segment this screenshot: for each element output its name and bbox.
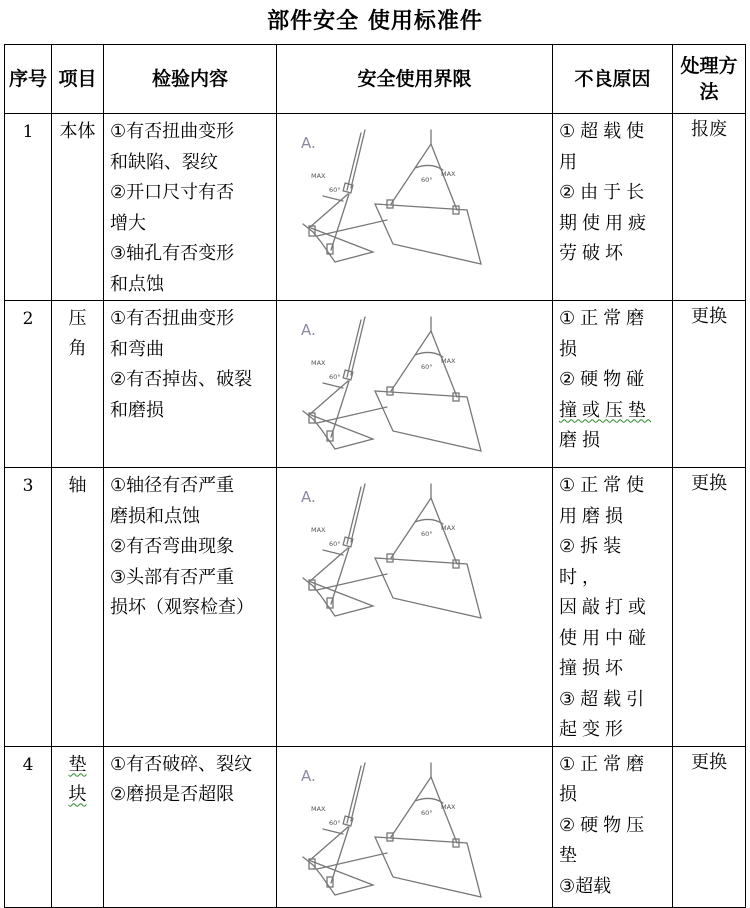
left-angle-label: 60°: [329, 186, 341, 194]
row-content: [104, 468, 277, 747]
row-seq: 4: [5, 746, 52, 907]
left-angle-label: 60°: [329, 373, 341, 381]
header-method: 处理方法: [673, 45, 746, 114]
left-hoist-rope-edge: [347, 133, 361, 190]
left-max-label: MAX: [311, 172, 326, 180]
content-line: ①有否扭曲变形: [110, 308, 235, 329]
left-sling-a: [309, 381, 348, 415]
safety-limit-diagram-cell: [277, 114, 553, 301]
right-angle-arc: [415, 165, 443, 170]
diagram-letter-label: A.: [301, 134, 316, 152]
content-line: ①有否破碎、裂纹: [110, 753, 253, 775]
left-angle-label: 60°: [329, 818, 341, 827]
content-line: ②磨损是否超限: [110, 784, 235, 805]
row-content: [104, 301, 277, 468]
table-row: [5, 746, 746, 907]
row-cause: [553, 114, 673, 301]
content-line: 和缺陷、裂纹: [110, 151, 218, 173]
left-hoist-rope: [351, 130, 365, 188]
row-method: 更换: [673, 301, 746, 468]
cause-line: ②由于长: [559, 182, 650, 203]
content-line: ②有否弯曲现象: [110, 536, 235, 557]
left-angle-arc: [323, 196, 343, 201]
right-sling-left: [391, 777, 431, 837]
safety-limit-diagram-cell: [277, 301, 553, 468]
cause-line: 用: [559, 151, 582, 173]
diagram-svg: [287, 478, 563, 628]
item-char: 压: [68, 308, 87, 329]
diagram-strokes: [303, 484, 481, 618]
left-max-label: MAX: [311, 526, 326, 534]
row-cause: [553, 746, 673, 907]
row-seq: 1: [5, 114, 52, 301]
left-hoist-rope: [351, 484, 365, 542]
header-item: 项目: [52, 45, 104, 114]
right-angle-arc: [415, 798, 443, 803]
right-steel-plate: [375, 204, 481, 264]
right-angle-arc: [415, 352, 443, 357]
cause-line: ③超载: [559, 875, 612, 897]
table-row: [5, 301, 746, 468]
safety-limit-diagram-cell: [277, 746, 553, 907]
diagram-strokes: [303, 763, 481, 897]
cause-line: ①正常使: [559, 475, 650, 496]
content-line: ③头部有否严重: [110, 566, 235, 588]
table-header-row: [5, 45, 746, 114]
content-line: 磨损和点蚀: [110, 505, 200, 527]
right-angle-label: 60°: [421, 363, 433, 371]
row-item: 本体: [52, 114, 104, 301]
cause-line: ②硬物碰: [559, 369, 650, 390]
right-angle-label: 60°: [421, 176, 433, 184]
table-row: [5, 468, 746, 747]
cause-line: ①超载使: [559, 121, 650, 142]
left-hoist-rope-edge: [347, 766, 361, 823]
left-max-label: MAX: [311, 359, 326, 367]
right-steel-plate: [375, 837, 481, 897]
left-angle-label: 60°: [329, 540, 341, 548]
content-line: ③轴孔有否变形: [110, 243, 235, 264]
header-seq: 序号: [5, 45, 52, 114]
left-angle-arc: [323, 550, 343, 555]
cause-line: 损: [559, 338, 582, 360]
header-limit: 安全使用界限: [277, 45, 553, 114]
right-max-label: MAX: [441, 357, 456, 365]
right-max-label: MAX: [441, 170, 456, 178]
left-sling-a: [309, 194, 348, 228]
left-max-label: MAX: [311, 804, 326, 813]
right-angle-arc: [415, 519, 443, 524]
row-content: [104, 746, 277, 907]
content-line: 和点蚀: [110, 273, 164, 295]
row-cause: [553, 468, 673, 747]
right-max-label: MAX: [441, 802, 456, 811]
item-char: 垫: [68, 753, 87, 775]
right-steel-plate: [375, 558, 481, 618]
left-clamp-arm: [317, 220, 387, 236]
cause-line: 垫: [559, 845, 582, 866]
cause-line: 使用中碰: [559, 627, 651, 649]
right-sling-left: [391, 331, 431, 391]
right-angle-label: 60°: [421, 808, 433, 817]
cause-line: 用磨损: [559, 505, 628, 527]
diagram-svg: [287, 124, 563, 274]
diagram-svg: [287, 311, 563, 461]
cause-line: ①正常磨: [559, 753, 650, 775]
left-clamp-arm: [317, 853, 387, 869]
right-sling-left: [391, 498, 431, 558]
content-line: ①轴径有否严重: [110, 475, 235, 496]
left-clamp-arm: [317, 574, 387, 590]
header-cause: 不良原因: [553, 45, 673, 114]
header-content: 检验内容: [104, 45, 277, 114]
cause-line: ②硬物压: [559, 814, 650, 836]
left-clamp-arm: [317, 407, 387, 423]
cause-line: 劳破坏: [559, 243, 628, 264]
left-hoist-rope: [351, 317, 365, 375]
cause-line: 撞损坏: [559, 658, 628, 679]
left-angle-arc: [323, 383, 343, 388]
left-sling-a: [309, 827, 348, 861]
row-cause: [553, 301, 673, 468]
right-steel-plate: [375, 391, 481, 451]
diagram-letter-label: A.: [301, 488, 316, 506]
row-item: 轴: [52, 468, 104, 747]
diagram-strokes: [303, 130, 481, 264]
row-seq: 3: [5, 468, 52, 747]
row-seq: 2: [5, 301, 52, 468]
diagram-letter-label: A.: [301, 766, 316, 785]
row-item: [52, 301, 104, 468]
cause-line: ①正常磨: [559, 308, 650, 329]
right-max-label: MAX: [441, 524, 456, 532]
row-method: 报废: [673, 114, 746, 301]
content-line: ②有否掉齿、破裂: [110, 369, 253, 390]
cause-line: 起变形: [559, 719, 628, 740]
table-row: [5, 114, 746, 301]
content-line: 和磨损: [110, 399, 164, 421]
row-content: [104, 114, 277, 301]
left-hoist-rope-edge: [347, 320, 361, 377]
row-method: 更换: [673, 468, 746, 747]
cause-line: 撞或压垫: [559, 399, 651, 421]
safety-limit-diagram: [277, 757, 552, 907]
safety-limit-diagram: [277, 124, 552, 274]
cause-line: 因敲打或: [559, 597, 651, 618]
right-sling-left: [391, 144, 431, 204]
right-angle-label: 60°: [421, 530, 433, 538]
content-line: ②开口尺寸有否: [110, 182, 235, 203]
safety-limit-diagram: [277, 311, 552, 461]
cause-line: ②拆装时，: [559, 536, 627, 588]
content-line: 损坏（观察检查）: [110, 597, 254, 618]
left-hoist-rope: [351, 763, 365, 821]
cause-line: 磨损: [559, 430, 605, 451]
diagram-svg: [287, 757, 563, 907]
row-item: [52, 746, 104, 907]
safety-limit-diagram: [277, 478, 552, 628]
content-line: 和弯曲: [110, 338, 164, 360]
row-method: 更换: [673, 746, 746, 907]
standard-parts-table: [4, 44, 746, 908]
left-hoist-rope-edge: [347, 487, 361, 544]
item-char: 角: [68, 338, 87, 359]
content-line: ①有否扭曲变形: [110, 121, 235, 142]
cause-line: 损: [559, 784, 582, 805]
content-line: 增大: [110, 212, 146, 234]
cause-line: ③超载引: [559, 688, 650, 710]
page-title: 部件安全 使用标准件: [267, 9, 483, 34]
left-angle-arc: [323, 829, 343, 834]
cause-line: 期使用疲: [559, 212, 651, 234]
diagram-strokes: [303, 317, 481, 451]
diagram-letter-label: A.: [301, 321, 316, 339]
safety-limit-diagram-cell: [277, 468, 553, 747]
item-char: 块: [68, 783, 87, 805]
left-sling-a: [309, 548, 348, 582]
